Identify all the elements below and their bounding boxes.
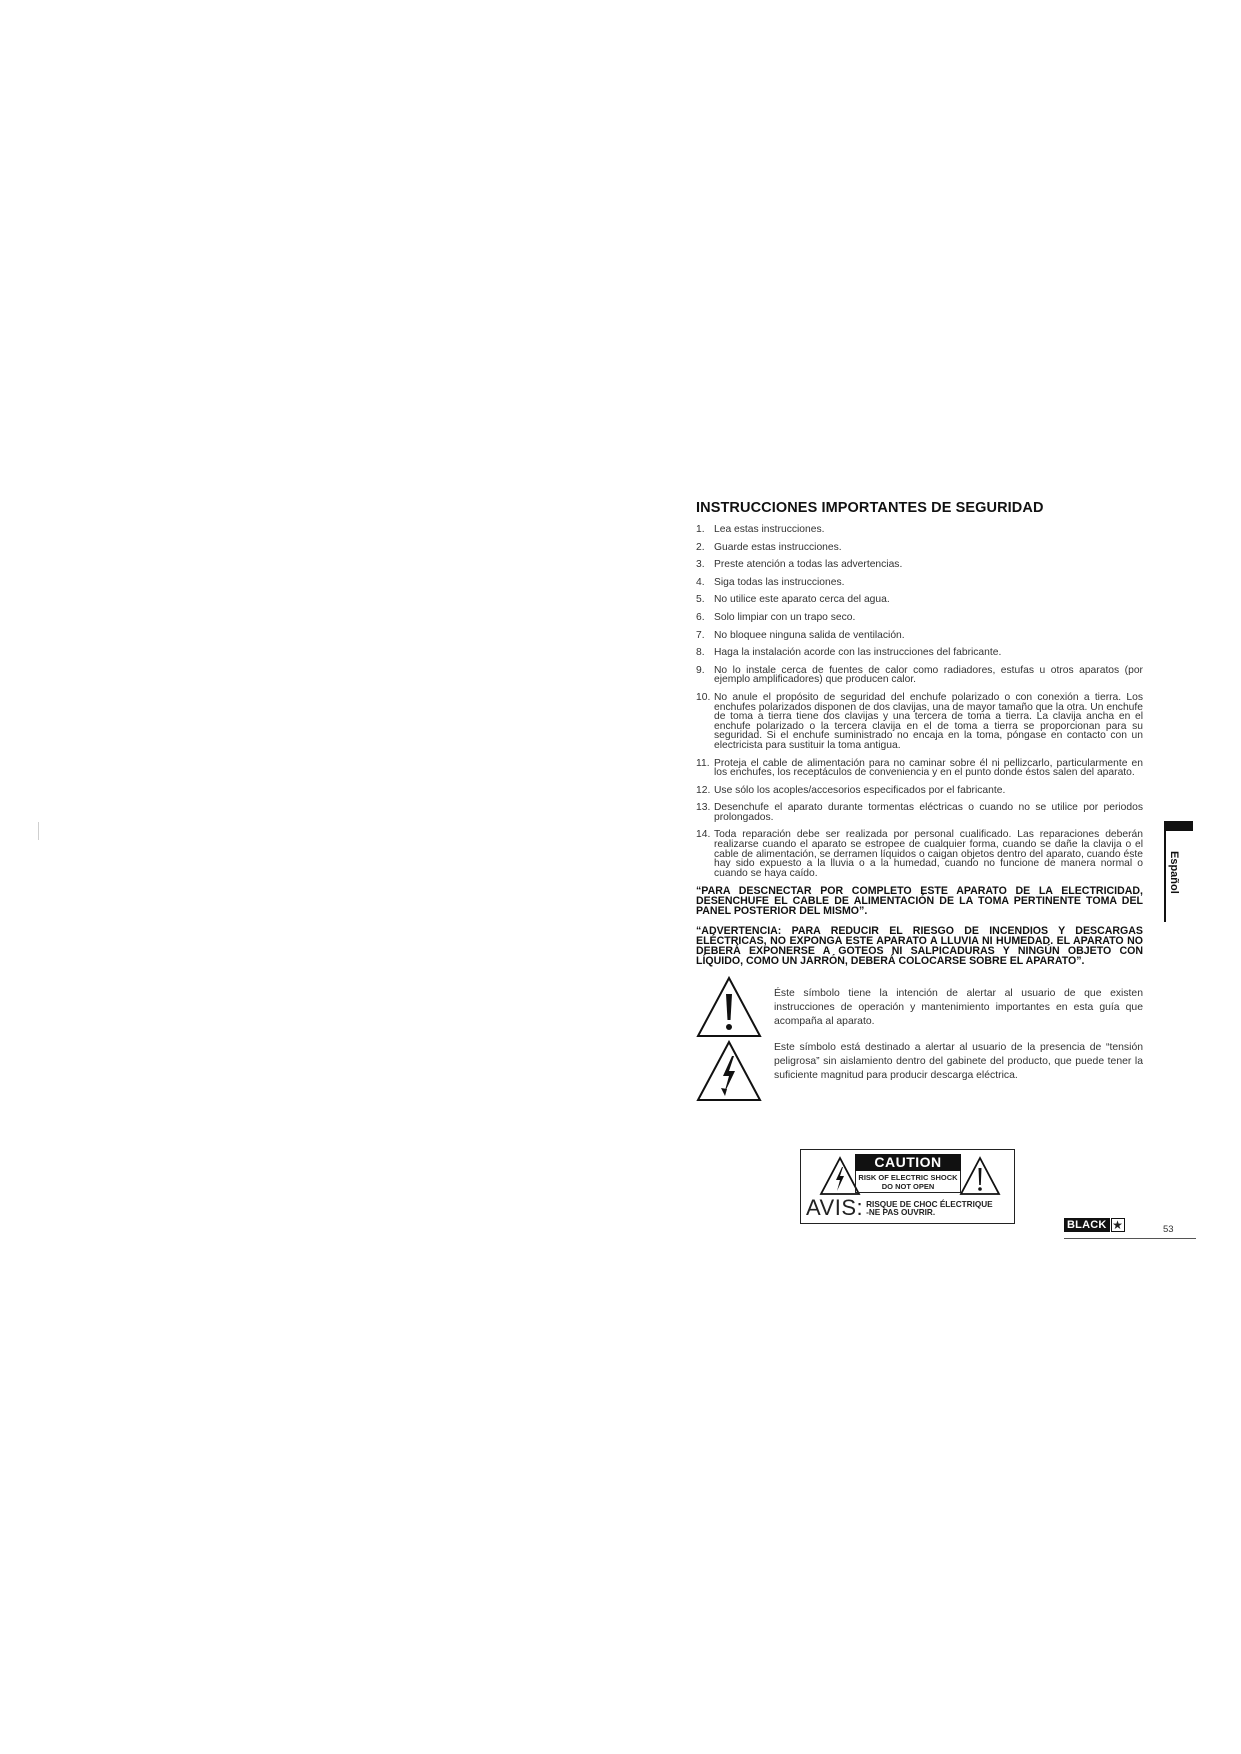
risk-line-1: RISK OF ELECTRIC SHOCK [858, 1173, 958, 1182]
instruction-item [696, 560, 1143, 570]
star-icon: ★ [1112, 1218, 1123, 1232]
instruction-number: 1. [696, 524, 705, 535]
avis-line-1: RISQUE DE CHOC ÉLECTRIQUE [866, 1199, 993, 1209]
instruction-text: Use sólo los acoples/accesorios especificados por el fabricante. [714, 784, 1006, 796]
instruction-number: 11. [696, 757, 710, 769]
exclamation-symbol-row [696, 976, 1143, 1038]
instruction-text: No bloquee ninguna salida de ventilación. [714, 629, 905, 641]
lightning-warning-icon [696, 1040, 762, 1102]
instruction-number: 8. [696, 647, 705, 659]
side-tab-rule [1164, 821, 1166, 922]
instruction-text: Siga todas las instrucciones. [714, 576, 845, 588]
instruction-text: Desenchufe el aparato durante tormentas eléctricas o cuando no se utilice por periodos prolongados. [714, 802, 1143, 823]
fire-warning: “ADVERTENCIA: PARA REDUCIR EL RIESGO DE INCENDIOS Y DESCARGAS ELÉCTRICAS, NO EXPONGA ESTE APARATO A LLUVIA NI HUMEDAD. EL APARATO NO DEBERÁ EXPONERSE A GOTEOS NI SALPICADURAS Y NINGÚN OBJETO CON LÍQUIDO, COMO UN JARRÓN, DEBERÁ COLOCARSE SOBRE EL APARATO”. [696, 925, 1143, 968]
instruction-number: 7. [696, 629, 705, 641]
instruction-number: 5. [696, 594, 705, 606]
risk-line-2: DO NOT OPEN [881, 1182, 935, 1191]
instruction-text: Preste atención a todas las advertencias. [714, 559, 903, 571]
avis-text [866, 1201, 992, 1218]
instruction-number: 4. [696, 576, 705, 588]
instruction-item [696, 613, 1143, 623]
brand-logo [1064, 1218, 1125, 1232]
instruction-item [696, 803, 1143, 822]
instruction-text: Guarde estas instrucciones. [714, 541, 842, 553]
page-crease-mark [38, 822, 39, 840]
avis-label: AVIS: [806, 1195, 864, 1220]
instruction-text: Lea estas instrucciones. [714, 524, 825, 535]
instruction-text: Proteja el cable de alimentación para no caminar sobre él ni pellizcarlo, particularmente en los enchufes, los receptáculos de conveniencia y en el punto donde éstos salen del aparato. [714, 757, 1143, 779]
instruction-item [696, 648, 1143, 658]
caution-center-panel [855, 1154, 961, 1193]
lightning-symbol-row [696, 1040, 1143, 1102]
lightning-symbol-description: Este símbolo está destinado a alertar al usuario de la presencia de “tensión peligrosa” sin aislamiento dentro del gabinete del producto, que puede tener la suficiente magnitud para producir descarga eléctrica. [774, 1042, 1143, 1081]
instruction-item [696, 693, 1143, 751]
caution-label [800, 1149, 1015, 1224]
instruction-text: Toda reparación debe ser realizada por personal cualificado. Las reparaciones deberán realizarse cuando el aparato se estropee de cualquier forma, cuando se dañe la clavija o el cable de alimentación, se derramen líquidos o caigan objetos dentro del aparato, cuando éste hay sido expuesto a la lluvia o a la humedad, cuando no funcione de manera normal o cuando se haya caído. [714, 829, 1143, 879]
language-side-tab [1164, 821, 1193, 922]
exclamation-warning-icon [959, 1156, 1001, 1196]
instruction-item [696, 759, 1143, 778]
instruction-number: 6. [696, 611, 705, 623]
exclamation-warning-icon [696, 976, 762, 1038]
risk-of-shock-text [855, 1171, 961, 1193]
instruction-text: No utilice este aparato cerca del agua. [714, 594, 890, 606]
avis-row [806, 1197, 993, 1219]
page-title: INSTRUCCIONES IMPORTANTES DE SEGURIDAD [696, 500, 1044, 516]
avis-line-2: -NE PAS OUVRIR. [866, 1208, 936, 1217]
instruction-text: Haga la instalación acorde con las instrucciones del fabricante. [714, 647, 1002, 659]
instruction-item [696, 525, 1143, 535]
instruction-number: 12. [696, 784, 711, 796]
instruction-item [696, 595, 1143, 605]
instruction-item [696, 830, 1143, 878]
instruction-item [696, 578, 1143, 588]
instruction-text: No anule el propósito de seguridad del enchufe polarizado o con conexión a tierra. Los enchufes polarizados disponen de dos clavijas, una de mayor tamaño que la otra. Un enchufe de toma a tierra tiene dos clavijas y una tercera de toma a tierra. La clavija ancha en el enchufe polarizado o la tercera clavija en el de toma a tierra se proporcionan para su seguridad. Si el enchufe suministrado no encaja en la toma, póngase en contacto con un electricista para sustituir la toma antigua. [714, 691, 1143, 751]
instruction-number: 13. [696, 802, 711, 814]
instruction-number: 9. [696, 664, 705, 676]
instruction-number: 10. [696, 691, 711, 703]
instruction-number: 14. [696, 829, 711, 841]
page-number: 53 [1163, 1224, 1174, 1235]
disconnect-warning: “PARA DESCNECTAR POR COMPLETO ESTE APARATO DE LA ELECTRICIDAD, DESENCHUFE EL CABLE DE ALIMENTACIÓN DE LA TOMA PERTINENTE TOMA DEL PANEL POSTERIOR DEL MISMO”. [696, 885, 1143, 918]
exclamation-symbol-description: Éste símbolo tiene la intención de alertar al usuario de que existen instrucciones de operación y mantenimiento importantes en esta guía que acompaña al aparato. [774, 988, 1143, 1027]
instruction-item [696, 786, 1143, 796]
instruction-number: 3. [696, 559, 705, 571]
instruction-item [696, 543, 1143, 553]
caution-heading: CAUTION [855, 1154, 961, 1171]
logo-wordmark: BLACK [1064, 1218, 1110, 1232]
side-tab-marker [1164, 821, 1193, 831]
instruction-text: Solo limpiar con un trapo seco. [714, 611, 856, 623]
footer-rule [1064, 1238, 1196, 1239]
instruction-item [696, 666, 1143, 685]
instruction-list [696, 525, 1143, 878]
side-tab-label: Español [1168, 851, 1180, 894]
safety-instructions-section [696, 500, 1143, 1102]
instruction-text: No lo instale cerca de fuentes de calor como radiadores, estufas u otros aparatos (por ejemplo amplificadores) que producen calor. [714, 664, 1143, 686]
instruction-item [696, 631, 1143, 641]
instruction-number: 2. [696, 541, 705, 553]
